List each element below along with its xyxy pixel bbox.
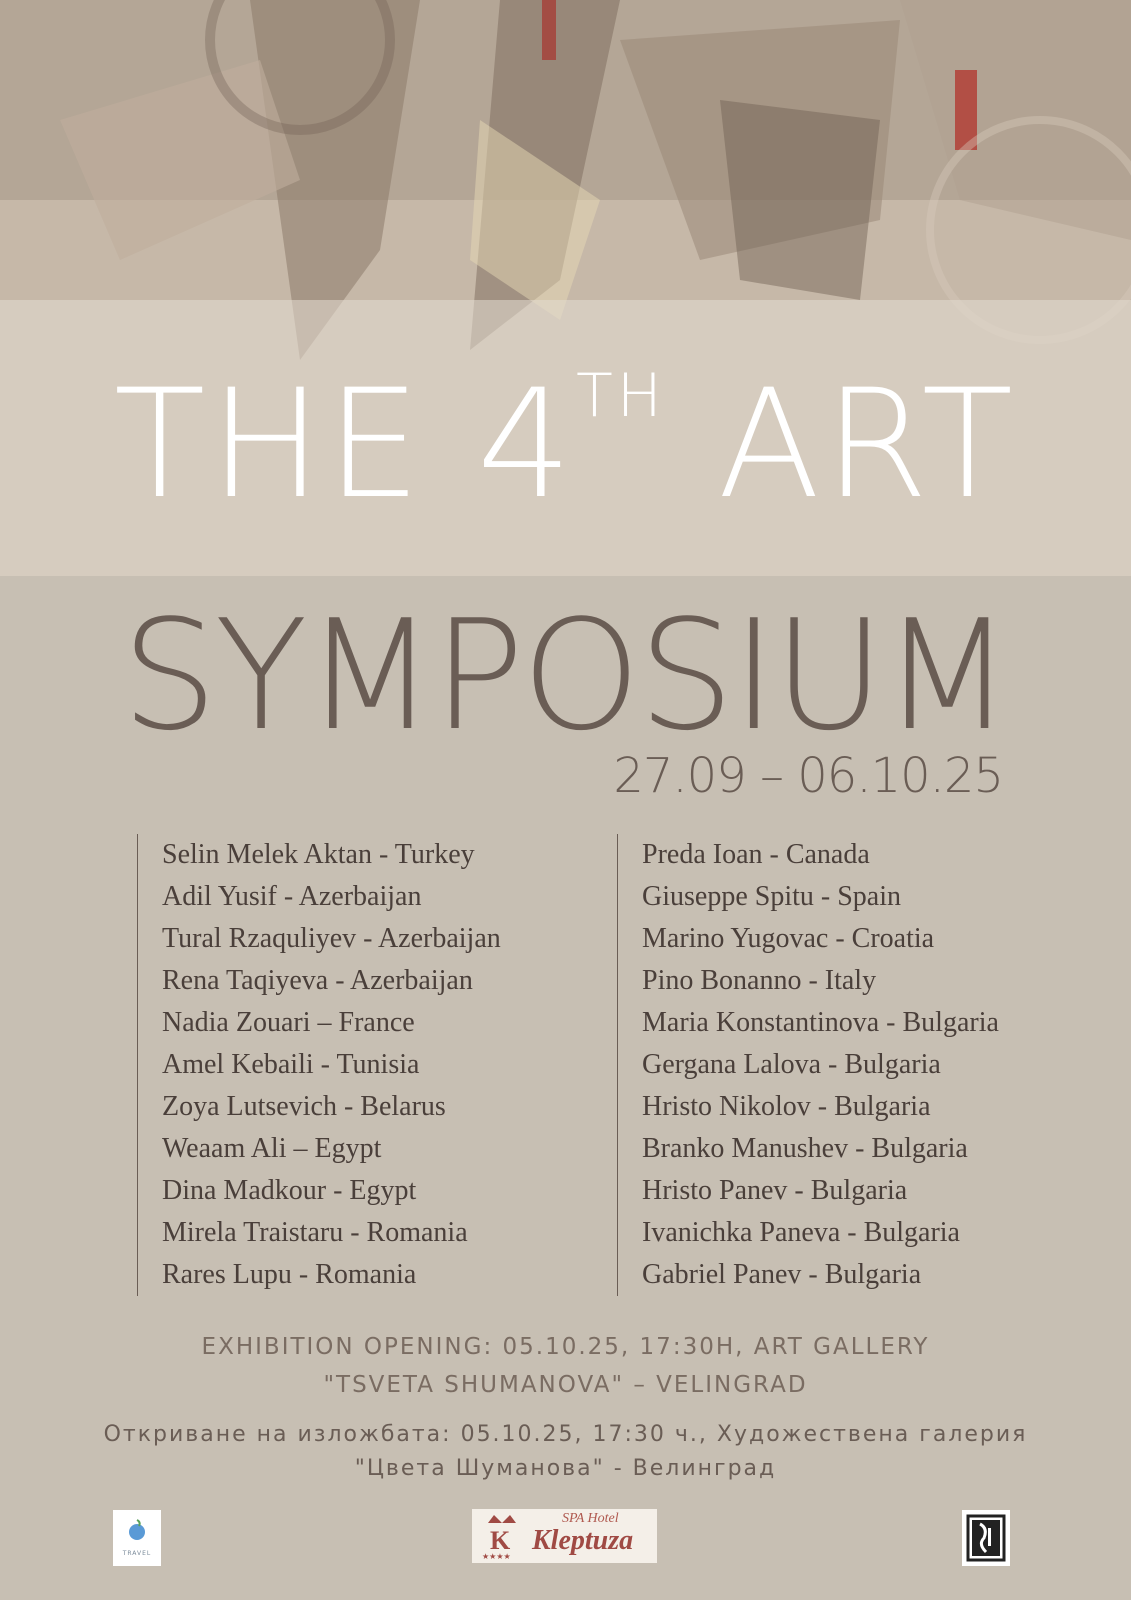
event-title (0, 358, 1131, 532)
participant-item: Nadia Zouari – France (162, 1007, 415, 1038)
exhibition-opening-english: EXHIBITION OPENING: 05.10.25, 17:30H, ART GALLERY "TSVETA SHUMANOVA" – VELINGRAD (201, 1334, 930, 1398)
participant-item: Zoya Lutsevich - Belarus (162, 1091, 446, 1122)
participant-item: Gabriel Panev - Bulgaria (642, 1259, 922, 1290)
participant-item: Dina Madkour - Egypt (162, 1175, 417, 1206)
gallery-logo (962, 1510, 1010, 1566)
title-ordinal-suffix: TH (576, 361, 666, 431)
participant-item: Pino Bonanno - Italy (642, 965, 877, 996)
participant-item: Hristo Panev - Bulgaria (642, 1175, 908, 1206)
participant-item: Rares Lupu - Romania (162, 1259, 417, 1290)
participants-list-left (137, 834, 501, 1296)
globe-icon (113, 1510, 161, 1550)
participant-item: Giuseppe Spitu - Spain (642, 881, 901, 912)
gallery-emblem-icon (962, 1510, 1010, 1566)
hotel-name: Kleptuza (532, 1525, 634, 1556)
title-prefix: THE 4 (113, 358, 577, 532)
spa-hotel-logo (472, 1509, 657, 1563)
participant-item: Hristo Nikolov - Bulgaria (642, 1091, 931, 1122)
participant-item: Maria Konstantinova - Bulgaria (642, 1007, 999, 1038)
participant-item: Mirela Traistaru - Romania (162, 1217, 468, 1248)
hotel-tagline: SPA Hotel (562, 1511, 619, 1526)
participant-item: Marino Yugovac - Croatia (642, 923, 935, 954)
travel-logo-text: TRAVEL (122, 1550, 152, 1557)
participant-item: Adil Yusif - Azerbaijan (162, 881, 422, 912)
event-name: SYMPOSIUM (121, 587, 1010, 764)
travel-logo (113, 1510, 161, 1566)
exhibition-opening-bulgarian: Откриване на изложбата: 05.10.25, 17:30 ч., Художествена галерия "Цвета Шуманова" - Велинград (103, 1422, 1028, 1481)
participants-list-right (617, 834, 999, 1296)
participant-item: Tural Rzaquliyev - Azerbaijan (162, 923, 501, 954)
participant-item: Ivanichka Paneva - Bulgaria (642, 1217, 960, 1248)
crown-emblem-icon (474, 1509, 530, 1563)
hero-painting (0, 0, 1131, 576)
participant-item: Amel Kebaili - Tunisia (162, 1049, 420, 1080)
svg-text:K: K (490, 1526, 511, 1555)
svg-text:★★★★: ★★★★ (482, 1552, 511, 1561)
event-dates: 27.09 – 06.10.25 (613, 748, 1003, 804)
participant-item: Selin Melek Aktan - Turkey (162, 839, 475, 870)
participant-item: Preda Ioan - Canada (642, 839, 870, 870)
participant-item: Weaam Ali – Egypt (162, 1133, 382, 1164)
title-suffix: ART (665, 358, 1018, 532)
participant-item: Rena Taqiyeva - Azerbaijan (162, 965, 473, 996)
participant-item: Gergana Lalova - Bulgaria (642, 1049, 941, 1080)
participant-item: Branko Manushev - Bulgaria (642, 1133, 968, 1164)
